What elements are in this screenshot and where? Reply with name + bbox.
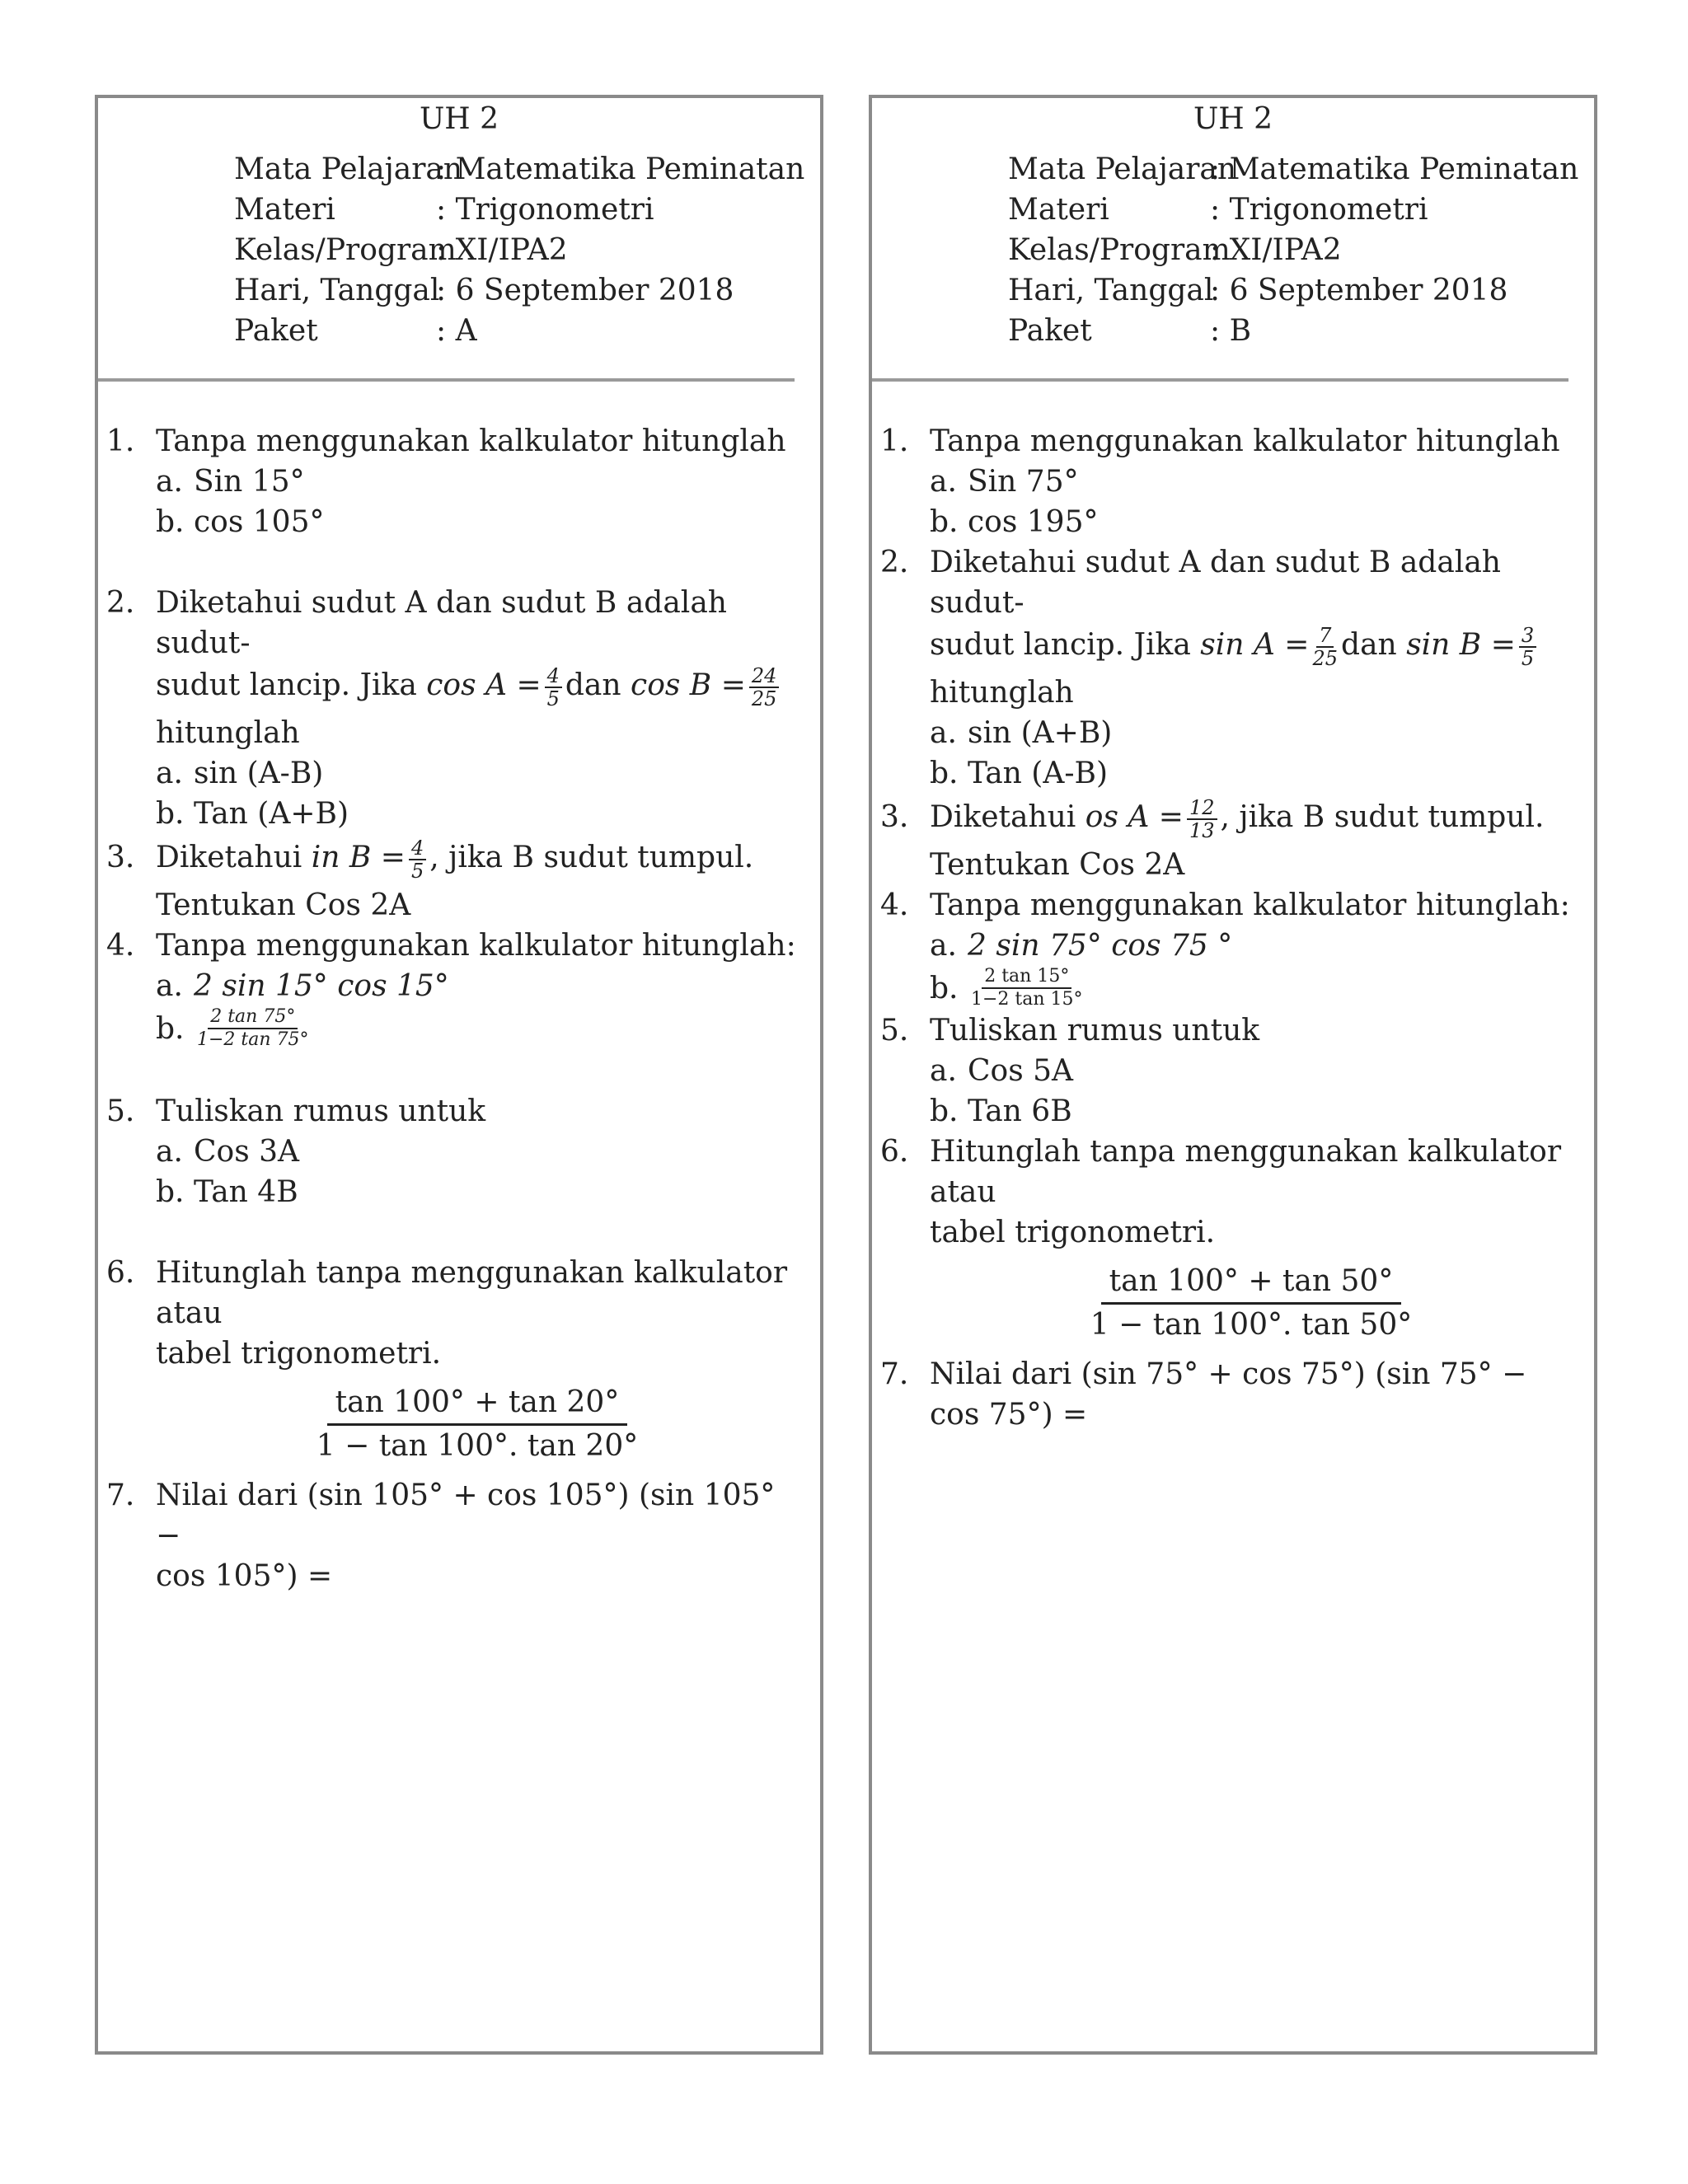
fraction: $\frac{4}{5}$	[409, 837, 426, 882]
meta-row-date: Hari, Tanggal : 6 September 2018	[1008, 274, 1508, 307]
meta-row-package: Paket : A	[234, 314, 477, 348]
question-1: 1. Tanpa menggunakan kalkulator hitunglah	[106, 424, 786, 458]
exam-meta	[1008, 149, 1578, 351]
meta-row-subject: Mata Pelajaran : Matematika Peminatan	[1008, 152, 1579, 186]
meta-row-package: Paket : B	[1008, 314, 1252, 348]
question-5: 5. Tuliskan rumus untuk	[880, 1014, 1260, 1047]
fraction: $\frac{\tan 100^\circ + \tan 50^\circ}{1 - \tan 100^\circ. \tan 50^\circ}$	[1090, 1261, 1412, 1346]
question-4a: a. 2 sin 75° cos 75 °	[930, 929, 1233, 963]
question-7: 7. Nilai dari (sin 75° + cos 75°) (sin 75° − cos 75°) =	[880, 1357, 1527, 1432]
question-4: 4. Tanpa menggunakan kalkulator hitunglah:	[880, 888, 1570, 922]
exam-panel-a	[95, 95, 823, 2055]
question-3: 3. Diketahui os A = $\frac{12}{13}$ , jika B sudut tumpul.	[880, 796, 1545, 842]
meta-row-date: Hari, Tanggal : 6 September 2018	[234, 274, 734, 307]
fraction: $\frac{2 \tan 15^\circ}{1-2 \tan 15^\circ}$	[971, 966, 1083, 1010]
fraction: $\frac{24}{25}$	[749, 665, 780, 710]
fraction: $\frac{3}{5}$	[1519, 625, 1536, 669]
fraction: $\frac{12}{13}$	[1187, 797, 1217, 841]
question-5a: a. Cos 3A	[156, 1135, 300, 1169]
question-2b: b. Tan (A+B)	[156, 797, 349, 831]
meta-row-class: Kelas/Program : XI/IPA2	[1008, 233, 1342, 267]
question-4a: a. 2 sin 15° cos 15°	[156, 969, 449, 1003]
question-2: 2. Diketahui sudut A dan sudut B adalah sudut-	[880, 546, 1501, 620]
question-7: 7. Nilai dari (sin 105° + cos 105°) (sin 105° −	[106, 1479, 776, 1553]
header-divider	[872, 378, 1568, 382]
question-5b: b. Tan 6B	[930, 1094, 1072, 1128]
meta-row-subject: Mata Pelajaran : Matematika Peminatan	[234, 152, 805, 186]
question-2-line2: sudut lancip. Jika sin A = $\frac{7}{25}$ dan sin B = $\frac{3}{5}$	[880, 625, 1573, 669]
exam-panel-b	[869, 95, 1597, 2055]
meta-row-material: Materi : Trigonometri	[234, 193, 654, 227]
question-2a: a. sin (A+B)	[930, 716, 1113, 750]
question-1: 1. Tanpa menggunakan kalkulator hitunglah	[880, 424, 1560, 458]
panel-title: UH 2	[419, 102, 499, 136]
question-1b: b. cos 105°	[156, 505, 325, 539]
question-6: 6. Hitunglah tanpa menggunakan kalkulator atau	[106, 1256, 788, 1330]
question-6: 6. Hitunglah tanpa menggunakan kalkulator atau	[880, 1135, 1562, 1209]
question-2a: a. sin (A-B)	[156, 757, 324, 790]
question-2b: b. Tan (A-B)	[930, 757, 1109, 790]
question-3: 3. Diketahui in B = $\frac{4}{5}$ , jika B sudut tumpul.	[106, 837, 754, 883]
question-1a: a. Sin 75°	[930, 465, 1079, 499]
fraction: $\frac{7}{25}$	[1312, 624, 1339, 670]
question-list: 1. Tanpa menggunakan kalkulator hitunglah a. Sin 75° b. cos 195° 2. Diketahui sudut A dan sudut B adalah sudut- sudut lancip. Jika sin A = $\frac{7}{25}$ dan sin B = $\frac{3}{5}$ hitunglah a. sin (A+B) b. Tan (A-B) 3. Diketahui os A = $\frac{12}{13}$ , jika B sudut tumpul. Tentukan Cos 2A 4. Tanpa menggunakan kalkulator hitunglah: a. 2 sin 75° cos 75 ° b. $\frac{2 \tan 15^\circ}{1-2 \tan 15^\circ}$ 5. Tuliskan rumus untuk a. Cos 5A b. Tan 6B 6. Hitunglah tanpa menggunakan kalkulator atau tabel trigonometri. $\frac{\tan 100^\circ + \tan 50^\circ}{1 - \tan 100^\circ. \tan 50^\circ}$ 7. Nilai dari (sin 75° + cos 75°) (sin 75° − cos 75°) =	[880, 421, 1573, 1435]
header-divider	[98, 378, 795, 382]
question-list: 1. Tanpa menggunakan kalkulator hitunglah a. Sin 15° b. cos 105° 2. Diketahui sudut A dan sudut B adalah sudut- sudut lancip. Jika cos A = $\frac{4}{5}$ dan cos B = $\frac{24}{25}$ hitunglah a. sin (A-B) b. Tan (A+B) 3. Diketahui in B = $\frac{4}{5}$ , jika B sudut tumpul. Tentukan Cos 2A 4. Tanpa menggunakan kalkulator hitunglah: a. 2 sin 15° cos 15° b. $\frac{2 \tan 75^\circ}{1-2 \tan 75^\circ}$ 5. Tuliskan rumus untuk a. Cos 3A b. Tan 4B 6. Hitunglah tanpa menggunakan kalkulator atau tabel trigonometri. $\frac{\tan 100^\circ + \tan 20^\circ}{1 - \tan 100^\circ. \tan 20^\circ}$ 7. Nilai dari (sin 105° + cos 105°) (sin 105° − cos 105°) =	[106, 421, 799, 1596]
question-1b: b. cos 195°	[930, 505, 1099, 539]
question-4b: b. $\frac{2 \tan 15^\circ}{1-2 \tan 15^\circ}$	[930, 966, 1083, 1010]
question-5b: b. Tan 4B	[156, 1175, 298, 1209]
exam-meta	[234, 149, 804, 351]
fraction: $\frac{\tan 100^\circ + \tan 20^\circ}{1 - \tan 100^\circ. \tan 20^\circ}$	[316, 1382, 638, 1467]
question-6-expression	[880, 1261, 1573, 1346]
fraction: $\frac{4}{5}$	[545, 665, 562, 710]
question-5: 5. Tuliskan rumus untuk	[106, 1094, 486, 1128]
question-2-line2: sudut lancip. Jika cos A = $\frac{4}{5}$ dan cos B = $\frac{24}{25}$	[106, 665, 799, 710]
meta-row-material: Materi : Trigonometri	[1008, 193, 1428, 227]
question-6-expression	[106, 1382, 799, 1467]
question-4b: b. $\frac{2 \tan 75^\circ}{1-2 \tan 75^\circ}$	[156, 1006, 309, 1050]
panel-title: UH 2	[1193, 102, 1273, 136]
question-1a: a. Sin 15°	[156, 465, 305, 499]
fraction: $\frac{2 \tan 75^\circ}{1-2 \tan 75^\circ}$	[197, 1006, 309, 1050]
meta-row-class: Kelas/Program : XI/IPA2	[234, 233, 568, 267]
question-4: 4. Tanpa menggunakan kalkulator hitunglah:	[106, 929, 796, 963]
question-2: 2. Diketahui sudut A dan sudut B adalah sudut-	[106, 586, 727, 660]
question-5a: a. Cos 5A	[930, 1054, 1074, 1088]
